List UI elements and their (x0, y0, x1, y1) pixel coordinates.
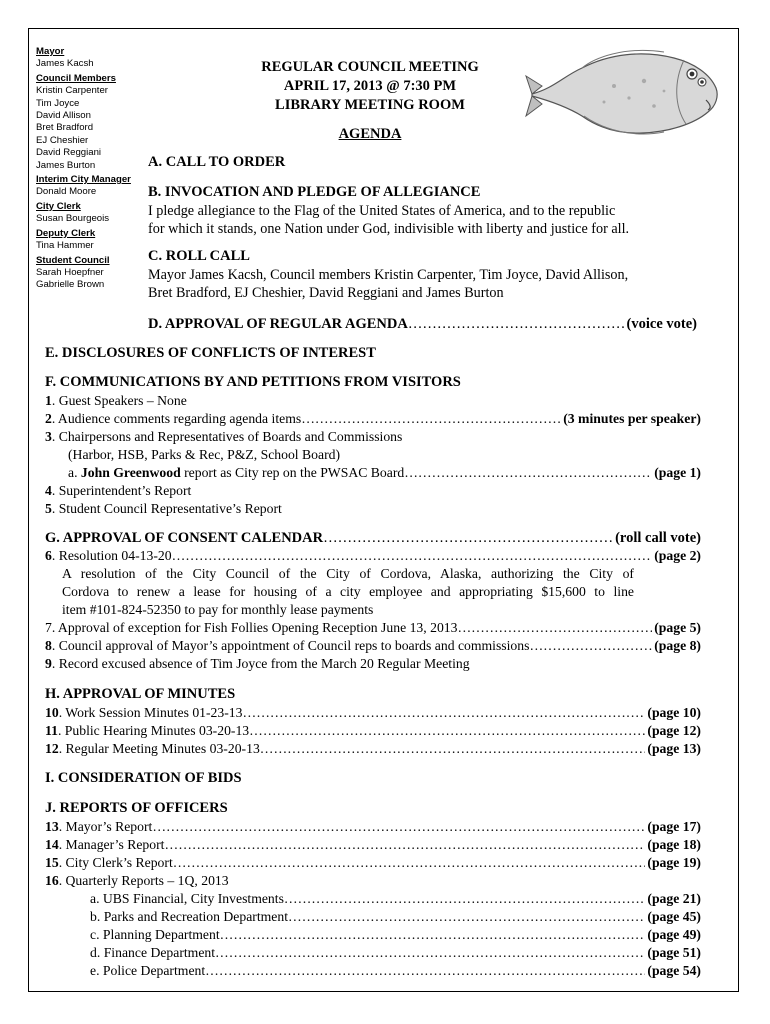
item-text: . Council approval of Mayor’s appointment of Council reps to boards and commissions (51, 638, 530, 653)
leader-dots (243, 704, 646, 722)
staff-person: Gabrielle Brown (36, 279, 105, 291)
item-text: . Quarterly Reports – 1Q, 2013 (58, 873, 229, 888)
item-13 (45, 818, 701, 836)
item-8 (45, 637, 701, 655)
item-sep: . (74, 465, 81, 480)
item-text: . Resolution 04-13-20 (51, 548, 172, 563)
meeting-title: REGULAR COUNCIL MEETING (261, 59, 479, 75)
item-text: 7. Approval of exception for Fish Follies Opening Reception June 13, 2013 (45, 620, 458, 635)
item-9 (45, 655, 470, 673)
staff-person: Kristin Carpenter (36, 85, 108, 97)
item-11 (45, 722, 701, 740)
staff-list (36, 46, 146, 294)
pledge-text-line2: for which it stands, one Nation under God, indivisible with liberty and justice for all. (148, 221, 630, 237)
item-num: 10 (45, 705, 59, 720)
item-6 (45, 547, 701, 565)
item-4 (45, 482, 191, 500)
item-text: . Mayor’s Report (58, 819, 153, 834)
item-text: d. Finance Department (90, 945, 216, 960)
staff-group (36, 174, 146, 199)
leader-dots (301, 410, 561, 428)
item-num: 5 (45, 501, 52, 516)
leader-dots (152, 818, 645, 836)
item-text: . Audience comments regarding agenda items (51, 411, 302, 426)
section-e-heading: E. DISCLOSURES OF CONFLICTS OF INTEREST (45, 345, 376, 361)
leader-dots (165, 836, 646, 854)
item-16 (45, 872, 229, 890)
staff-role: Council Members (36, 72, 116, 84)
item-3a (68, 464, 701, 482)
section-f-heading: F. COMMUNICATIONS BY AND PETITIONS FROM VISITORS (45, 374, 461, 390)
leader-dots (172, 547, 653, 565)
staff-person: Donald Moore (36, 186, 97, 198)
item-ref: (page 8) (654, 638, 701, 653)
item-num: 16 (45, 873, 59, 888)
item-6-desc-line1: A resolution of the City Council of the City of Cordova, Alaska, authorizing the City of (62, 566, 634, 581)
staff-person: David Reggiani (36, 147, 102, 159)
item-ref: (page 12) (647, 723, 701, 738)
leader-dots (457, 619, 652, 637)
meeting-header (230, 58, 510, 115)
staff-role: City Clerk (36, 200, 81, 212)
item-text: . Manager’s Report (58, 837, 165, 852)
staff-role: Mayor (36, 46, 65, 57)
item-num: 3 (45, 429, 52, 444)
item-text: . Guest Speakers – None (51, 393, 187, 408)
staff-person: Bret Bradford (36, 122, 94, 134)
item-ref: (page 1) (654, 465, 701, 480)
leader-dots (215, 944, 645, 962)
staff-person: Tim Joyce (36, 97, 80, 109)
item-16d (90, 944, 701, 962)
item-num: 2 (45, 411, 52, 426)
section-j-heading: J. REPORTS OF OFFICERS (45, 800, 228, 816)
item-ref: (page 21) (647, 891, 701, 906)
leader-dots (404, 464, 652, 482)
leader-dots (220, 926, 646, 944)
item-text: . Record excused absence of Tim Joyce from the March 20 Regular Meeting (51, 656, 470, 671)
halibut-fish-icon (524, 36, 724, 146)
item-5 (45, 500, 282, 518)
meeting-location: LIBRARY MEETING ROOM (275, 97, 465, 113)
leader-dots (288, 908, 645, 926)
item-text: report as City rep on the PWSAC Board (180, 465, 405, 480)
item-ref: (page 49) (647, 927, 701, 942)
item-ref: (page 13) (647, 741, 701, 756)
item-3 (45, 428, 402, 446)
item-text: . City Clerk’s Report (58, 855, 173, 870)
item-16e (90, 962, 701, 980)
item-text: e. Police Department (90, 963, 206, 978)
section-c-heading: C. ROLL CALL (148, 248, 250, 264)
item-text: . Student Council Representative’s Report (51, 501, 282, 516)
staff-person: James Kacsh (36, 58, 94, 70)
leader-dots (323, 529, 613, 547)
item-num: 9 (45, 656, 52, 671)
item-ref: (page 19) (647, 855, 701, 870)
staff-group (36, 201, 146, 226)
roll-call-line2: Bret Bradford, EJ Cheshier, David Reggiani and James Burton (148, 285, 504, 301)
meeting-date: APRIL 17, 2013 @ 7:30 PM (283, 78, 457, 94)
item-ref: (page 54) (647, 963, 701, 978)
section-d-title: D. APPROVAL OF REGULAR AGENDA (148, 316, 408, 332)
staff-person: James Burton (36, 159, 96, 171)
leader-dots (205, 962, 645, 980)
item-6-desc-line3: item #101-824-52350 to pay for monthly lease payments (62, 602, 374, 617)
item-12 (45, 740, 701, 758)
staff-person: Tina Hammer (36, 240, 94, 252)
item-10 (45, 704, 701, 722)
item-num: 1 (45, 393, 52, 408)
item-15 (45, 854, 701, 872)
item-text: a. UBS Financial, City Investments (90, 891, 284, 906)
staff-role: Interim City Manager (36, 174, 131, 186)
item-2 (45, 410, 701, 428)
leader-dots (529, 637, 652, 655)
item-16c (90, 926, 701, 944)
agenda-title: AGENDA (338, 126, 402, 142)
leader-dots (284, 890, 645, 908)
staff-group (36, 73, 146, 172)
section-g-title: G. APPROVAL OF CONSENT CALENDAR (45, 530, 324, 546)
section-b-heading: B. INVOCATION AND PLEDGE OF ALLEGIANCE (148, 184, 481, 200)
item-ref: (page 51) (647, 945, 701, 960)
item-ref: (page 45) (647, 909, 701, 924)
item-num: 13 (45, 819, 59, 834)
leader-dots (408, 315, 625, 333)
section-g-heading (45, 529, 701, 547)
item-text: . Superintendent’s Report (51, 483, 192, 498)
section-a-heading: A. CALL TO ORDER (148, 154, 286, 170)
leader-dots (260, 740, 646, 758)
item-num: 14 (45, 837, 59, 852)
section-g-ref: (roll call vote) (615, 530, 701, 546)
staff-person: David Allison (36, 110, 91, 122)
item-text: . Chairpersons and Representatives of Boards and Commissions (51, 429, 403, 444)
item-text: c. Planning Department (90, 927, 220, 942)
staff-group (36, 255, 146, 292)
item-num: 4 (45, 483, 52, 498)
item-16b (90, 908, 701, 926)
item-16a (90, 890, 701, 908)
staff-group (36, 228, 146, 253)
section-d-ref: (voice vote) (626, 316, 697, 332)
item-ref: (page 17) (647, 819, 701, 834)
item-ref: (3 minutes per speaker) (563, 411, 701, 426)
staff-role: Student Council (36, 254, 110, 266)
item-ref: (page 5) (654, 620, 701, 635)
section-i-heading: I. CONSIDERATION OF BIDS (45, 770, 242, 786)
item-ref: (page 2) (654, 548, 701, 563)
item-6-desc-line2: Cordova to renew a lease for housing of a city employee and appropriating $15,600 to line (62, 584, 634, 599)
leader-dots (249, 722, 645, 740)
staff-person: EJ Cheshier (36, 134, 89, 146)
item-num: 11 (45, 723, 58, 738)
staff-person: Susan Bourgeois (36, 213, 110, 225)
item-text: . Public Hearing Minutes 03-20-13 (57, 723, 250, 738)
section-d-heading (148, 315, 697, 333)
item-name: John Greenwood (80, 465, 181, 480)
item-ref: (page 10) (647, 705, 701, 720)
item-7 (45, 619, 701, 637)
pledge-text-line1: I pledge allegiance to the Flag of the United States of America, and to the republic (148, 203, 616, 219)
staff-group (36, 46, 146, 71)
item-ref: (page 18) (647, 837, 701, 852)
item-num: 6 (45, 548, 52, 563)
staff-role: Deputy Clerk (36, 227, 96, 239)
section-h-heading: H. APPROVAL OF MINUTES (45, 686, 236, 702)
item-1 (45, 392, 187, 410)
item-text: . Work Session Minutes 01-23-13 (58, 705, 243, 720)
item-num: 8 (45, 638, 52, 653)
staff-person: Sarah Hoepfner (36, 266, 104, 278)
item-text: b. Parks and Recreation Department (90, 909, 289, 924)
item-num: 12 (45, 741, 59, 756)
item-14 (45, 836, 701, 854)
leader-dots (173, 854, 646, 872)
item-3-subtext: (Harbor, HSB, Parks & Rec, P&Z, School Board) (68, 447, 341, 462)
roll-call-line1: Mayor James Kacsh, Council members Kristin Carpenter, Tim Joyce, David Allison, (148, 267, 629, 283)
item-num: 15 (45, 855, 59, 870)
item-text: . Regular Meeting Minutes 03-20-13 (58, 741, 260, 756)
item-letter: a (68, 465, 75, 480)
